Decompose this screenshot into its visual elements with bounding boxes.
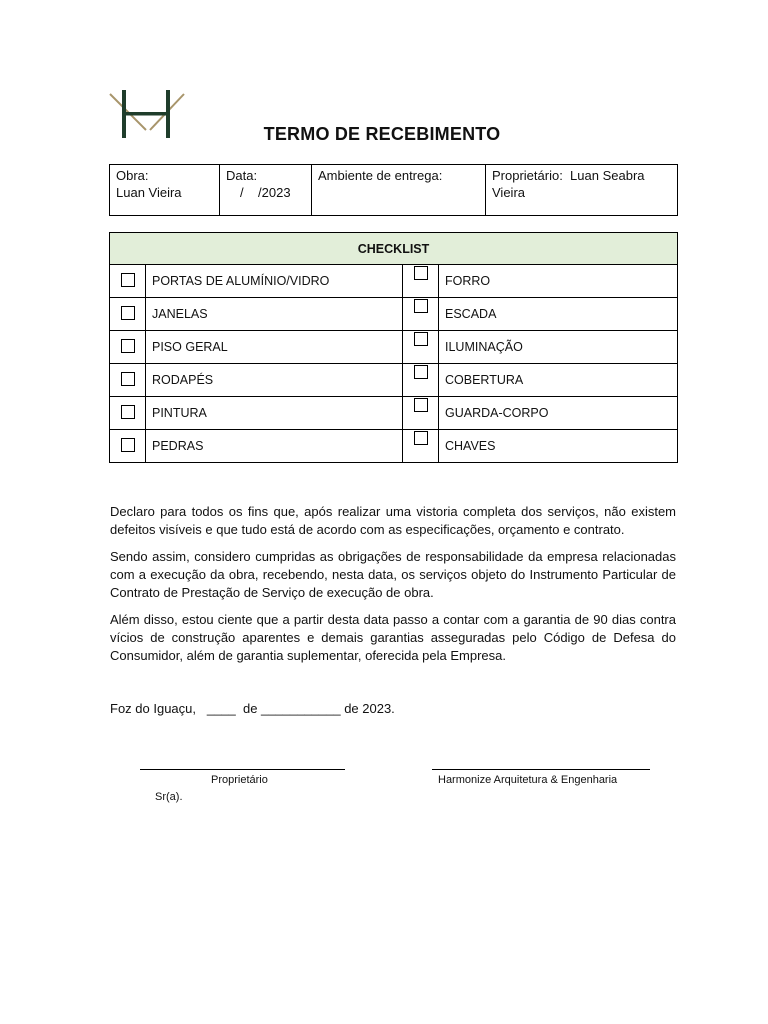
- checkbox-rodapes[interactable]: [121, 372, 135, 386]
- data-label: Data:: [226, 168, 258, 183]
- page-title: TERMO DE RECEBIMENTO: [263, 124, 501, 144]
- checkbox-pintura[interactable]: [121, 405, 135, 419]
- owner-signature-label: Proprietário: [211, 774, 268, 786]
- checkbox-forro[interactable]: [414, 266, 428, 280]
- place-date-line: Foz do Iguaçu, ____ de ___________ de 2023.: [110, 701, 395, 716]
- checkbox-portas[interactable]: [121, 273, 135, 287]
- proprietario-label: Proprietário:: [492, 168, 563, 183]
- checklist-item: COBERTURA: [439, 364, 678, 397]
- obra-value: Luan Vieira: [116, 185, 182, 200]
- checklist-item: PORTAS DE ALUMÍNIO/VIDRO: [146, 265, 403, 298]
- company-signature-label: Harmonize Arquitetura & Engenharia: [438, 774, 618, 786]
- table-row: [110, 364, 678, 397]
- table-row: [110, 265, 678, 298]
- checklist-item: JANELAS: [146, 298, 403, 331]
- data-cell: [220, 165, 312, 216]
- warranty-paragraph: Além disso, estou ciente que a partir desta data passo a contar com a garantia de 90 dias contra vícios de construção aparentes e demais garantias asseguradas pelo Código de Defesa do Consumidor, além de garantia suplementar, oferecida pela Empresa.: [110, 612, 676, 663]
- checklist-item: RODAPÉS: [146, 364, 403, 397]
- obra-label: Obra:: [116, 168, 149, 183]
- table-row: [110, 331, 678, 364]
- checkbox-iluminacao[interactable]: [414, 332, 428, 346]
- data-value: / /2023: [240, 185, 291, 200]
- checkbox-pedras[interactable]: [121, 438, 135, 452]
- checklist-item: ESCADA: [439, 298, 678, 331]
- owner-signature-line: [140, 769, 345, 770]
- ambiente-label: Ambiente de entrega:: [318, 168, 443, 183]
- declaration-paragraph: Declaro para todos os fins que, após realizar uma vistoria completa dos serviços, não existem defeitos visíveis e que tudo está de acordo com as especificações, orçamento e contrato.: [110, 504, 676, 537]
- checklist-item: PISO GERAL: [146, 331, 403, 364]
- checklist-item: FORRO: [439, 265, 678, 298]
- obligations-paragraph: Sendo assim, considero cumpridas as obrigações de responsabilidade da empresa relacionadas com a execução da obra, recebendo, nesta data, os serviços objeto do Instrumento Particular de Contrato de Prestação de Serviço de execução de obra.: [110, 549, 676, 600]
- checkbox-guarda-corpo[interactable]: [414, 398, 428, 412]
- owner-signature-sub: Sr(a).: [155, 791, 183, 803]
- proprietario-cell: [486, 165, 678, 216]
- obra-cell: [110, 165, 220, 216]
- checklist-item: GUARDA-CORPO: [439, 397, 678, 430]
- checklist-heading: CHECKLIST: [110, 233, 678, 265]
- checklist-item: CHAVES: [439, 430, 678, 463]
- info-table: [109, 164, 678, 216]
- proprietario-value: Luan Seabra Vieira: [492, 168, 645, 200]
- checkbox-chaves[interactable]: [414, 431, 428, 445]
- checkbox-cobertura[interactable]: [414, 365, 428, 379]
- checkbox-janelas[interactable]: [121, 306, 135, 320]
- ambiente-cell: [312, 165, 486, 216]
- company-signature-line: [432, 769, 650, 770]
- checklist-item: ILUMINAÇÃO: [439, 331, 678, 364]
- table-row: [110, 298, 678, 331]
- checkbox-escada[interactable]: [414, 299, 428, 313]
- checkbox-piso[interactable]: [121, 339, 135, 353]
- checklist-table: [109, 232, 678, 463]
- checklist-item: PEDRAS: [146, 430, 403, 463]
- table-row: [110, 397, 678, 430]
- checklist-item: PINTURA: [146, 397, 403, 430]
- table-row: [110, 430, 678, 463]
